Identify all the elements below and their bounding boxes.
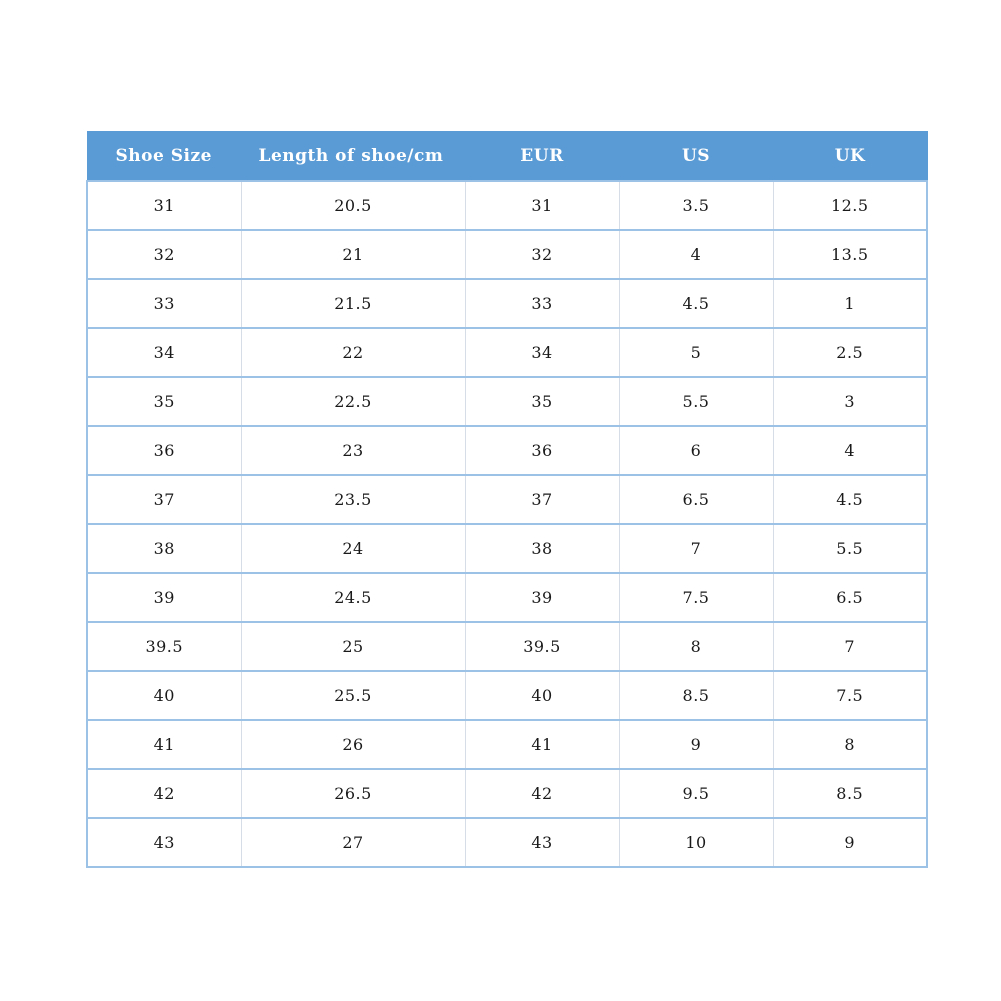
cell-shoe-size: 40 bbox=[87, 671, 241, 720]
table-row bbox=[87, 377, 927, 426]
cell-uk: 5.5 bbox=[773, 524, 927, 573]
cell-shoe-size: 34 bbox=[87, 328, 241, 377]
cell-length: 27 bbox=[241, 818, 465, 867]
cell-us: 8.5 bbox=[619, 671, 773, 720]
cell-eur: 38 bbox=[465, 524, 619, 573]
cell-eur: 32 bbox=[465, 230, 619, 279]
cell-shoe-size: 33 bbox=[87, 279, 241, 328]
cell-shoe-size: 37 bbox=[87, 475, 241, 524]
table-row bbox=[87, 181, 927, 230]
cell-shoe-size: 36 bbox=[87, 426, 241, 475]
cell-eur: 35 bbox=[465, 377, 619, 426]
cell-length: 22 bbox=[241, 328, 465, 377]
table-row bbox=[87, 524, 927, 573]
cell-eur: 36 bbox=[465, 426, 619, 475]
cell-uk: 4.5 bbox=[773, 475, 927, 524]
cell-uk: 6.5 bbox=[773, 573, 927, 622]
cell-us: 4 bbox=[619, 230, 773, 279]
cell-us: 7.5 bbox=[619, 573, 773, 622]
table-header bbox=[87, 132, 927, 182]
header-uk: UK bbox=[773, 132, 927, 182]
cell-length: 26 bbox=[241, 720, 465, 769]
cell-shoe-size: 31 bbox=[87, 181, 241, 230]
cell-shoe-size: 38 bbox=[87, 524, 241, 573]
cell-uk: 7.5 bbox=[773, 671, 927, 720]
cell-us: 7 bbox=[619, 524, 773, 573]
cell-uk: 9 bbox=[773, 818, 927, 867]
cell-eur: 39 bbox=[465, 573, 619, 622]
table-body bbox=[87, 181, 927, 867]
cell-uk: 7 bbox=[773, 622, 927, 671]
cell-uk: 12.5 bbox=[773, 181, 927, 230]
cell-us: 3.5 bbox=[619, 181, 773, 230]
cell-shoe-size: 41 bbox=[87, 720, 241, 769]
cell-length: 25.5 bbox=[241, 671, 465, 720]
cell-uk: 8 bbox=[773, 720, 927, 769]
cell-eur: 31 bbox=[465, 181, 619, 230]
cell-shoe-size: 42 bbox=[87, 769, 241, 818]
cell-length: 21.5 bbox=[241, 279, 465, 328]
header-row bbox=[87, 132, 927, 182]
cell-length: 21 bbox=[241, 230, 465, 279]
cell-uk: 2.5 bbox=[773, 328, 927, 377]
cell-eur: 41 bbox=[465, 720, 619, 769]
cell-shoe-size: 43 bbox=[87, 818, 241, 867]
cell-eur: 42 bbox=[465, 769, 619, 818]
cell-us: 6.5 bbox=[619, 475, 773, 524]
header-shoe-size: Shoe Size bbox=[87, 132, 241, 182]
table-row bbox=[87, 328, 927, 377]
cell-length: 20.5 bbox=[241, 181, 465, 230]
cell-length: 23 bbox=[241, 426, 465, 475]
cell-us: 9 bbox=[619, 720, 773, 769]
cell-us: 5 bbox=[619, 328, 773, 377]
cell-eur: 34 bbox=[465, 328, 619, 377]
cell-length: 22.5 bbox=[241, 377, 465, 426]
header-length: Length of shoe/cm bbox=[241, 132, 465, 182]
cell-us: 9.5 bbox=[619, 769, 773, 818]
table-row bbox=[87, 475, 927, 524]
table-row bbox=[87, 573, 927, 622]
cell-eur: 33 bbox=[465, 279, 619, 328]
table-row bbox=[87, 230, 927, 279]
cell-uk: 1 bbox=[773, 279, 927, 328]
cell-shoe-size: 39.5 bbox=[87, 622, 241, 671]
cell-eur: 43 bbox=[465, 818, 619, 867]
cell-uk: 4 bbox=[773, 426, 927, 475]
cell-length: 24 bbox=[241, 524, 465, 573]
cell-length: 25 bbox=[241, 622, 465, 671]
cell-length: 23.5 bbox=[241, 475, 465, 524]
cell-us: 10 bbox=[619, 818, 773, 867]
cell-uk: 8.5 bbox=[773, 769, 927, 818]
table-row bbox=[87, 279, 927, 328]
cell-eur: 40 bbox=[465, 671, 619, 720]
header-us: US bbox=[619, 132, 773, 182]
cell-shoe-size: 39 bbox=[87, 573, 241, 622]
cell-length: 26.5 bbox=[241, 769, 465, 818]
table-row bbox=[87, 769, 927, 818]
cell-us: 8 bbox=[619, 622, 773, 671]
cell-uk: 3 bbox=[773, 377, 927, 426]
cell-us: 4.5 bbox=[619, 279, 773, 328]
cell-us: 5.5 bbox=[619, 377, 773, 426]
table-row bbox=[87, 426, 927, 475]
cell-eur: 37 bbox=[465, 475, 619, 524]
table-row bbox=[87, 671, 927, 720]
cell-shoe-size: 32 bbox=[87, 230, 241, 279]
table-row bbox=[87, 720, 927, 769]
table-row bbox=[87, 818, 927, 867]
header-eur: EUR bbox=[465, 132, 619, 182]
cell-us: 6 bbox=[619, 426, 773, 475]
cell-uk: 13.5 bbox=[773, 230, 927, 279]
cell-eur: 39.5 bbox=[465, 622, 619, 671]
cell-shoe-size: 35 bbox=[87, 377, 241, 426]
shoe-size-table bbox=[86, 131, 928, 868]
table-row bbox=[87, 622, 927, 671]
cell-length: 24.5 bbox=[241, 573, 465, 622]
